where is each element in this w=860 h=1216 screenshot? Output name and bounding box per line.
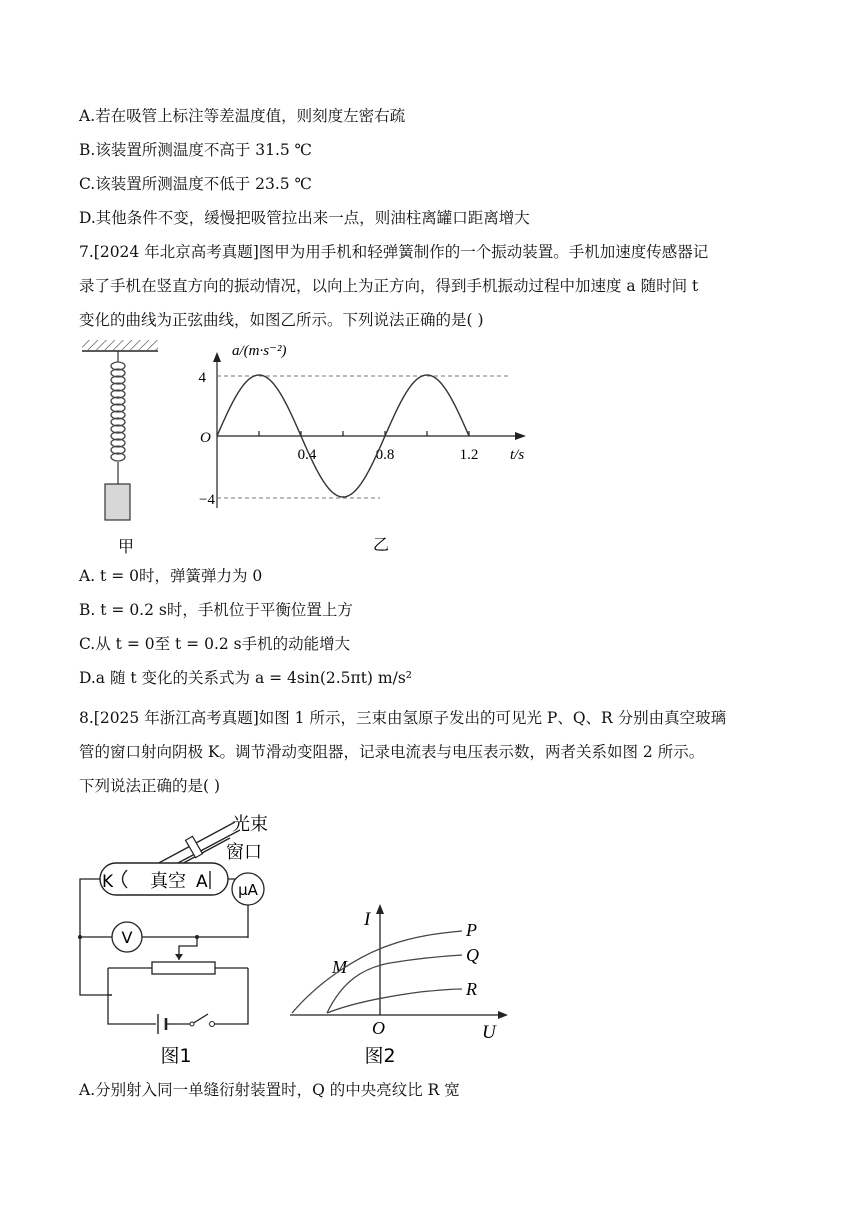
rheostat: [152, 962, 215, 974]
x-axis-label: t/s: [510, 447, 525, 463]
q7-option-a: A. t = 0时，弹簧弹力为 0: [79, 567, 263, 585]
origin-o: O: [372, 1018, 385, 1038]
origin-label: O: [200, 430, 211, 446]
anode-label: A: [196, 872, 208, 892]
label-q: Q: [466, 945, 479, 965]
i-axis-label: I: [364, 909, 371, 930]
x-tick-0.4: 0.4: [297, 447, 317, 463]
spring-coils: [111, 362, 125, 461]
point-m: M: [332, 957, 347, 977]
window-label: 窗口: [226, 842, 262, 863]
x-axis-arrow: [515, 432, 526, 440]
y-axis-label: a/(m·s⁻²): [232, 343, 287, 359]
fig2-caption: 图2: [364, 1045, 396, 1067]
fig1-caption: 图1: [160, 1045, 192, 1067]
fig-jia-caption: 甲: [117, 537, 135, 556]
cathode-label: K: [102, 872, 114, 892]
figure-2-iu-graph: [290, 900, 520, 1070]
beam-label: 光束: [232, 814, 268, 835]
y-axis-arrow: [213, 352, 221, 362]
q7-stem-line-1: 7.[2024 年北京高考真题]图甲为用手机和轻弹簧制作的一个振动装置。手机加速度传感器记: [79, 243, 709, 261]
label-r: R: [466, 979, 477, 999]
label-p: P: [466, 920, 477, 940]
tube-label: 真空: [150, 871, 186, 892]
q7-option-d: D.a 随 t 变化的关系式为 a = 4sin(2.5πt) m/s²: [79, 669, 412, 687]
u-axis-arrow: [498, 1011, 508, 1019]
q7-option-c: C.从 t = 0至 t = 0.2 s手机的动能增大: [79, 635, 351, 653]
q8-stem-line-1: 8.[2025 年浙江高考真题]如图 1 所示，三束由氢原子发出的可见光 P、Q、R 分别由真空玻璃: [79, 709, 727, 727]
curve-p: [292, 931, 462, 1013]
y-tick-4: 4: [198, 370, 206, 386]
q8-stem-line-2: 管的窗口射向阴极 K。调节滑动变阻器，记录电流表与电压表示数，两者关系如图 2 所示。: [79, 743, 705, 761]
u-axis-label: U: [482, 1022, 496, 1043]
voltmeter-label: V: [121, 928, 133, 947]
figure-1-circuit: [72, 808, 292, 1070]
figure-jia-spring: [74, 338, 174, 558]
x-tick-1.2: 1.2: [459, 447, 479, 463]
q7-stem-line-2: 录了手机在竖直方向的振动情况，以向上为正方向，得到手机振动过程中加速度 a 随时间 t: [79, 277, 699, 295]
q6-option-c: C.该装置所测温度不低于 23.5 ℃: [79, 175, 312, 193]
i-axis-arrow: [376, 904, 384, 914]
q7-option-b: B. t = 0.2 s时，手机位于平衡位置上方: [79, 601, 353, 619]
figure-yi-chart: [190, 336, 550, 558]
circuit-wires: [80, 876, 248, 1024]
q8-stem-line-3: 下列说法正确的是( ): [79, 777, 221, 795]
q6-option-a: A.若在吸管上标注等差温度值，则刻度左密右疏: [79, 107, 406, 125]
rheostat-slider: [175, 954, 183, 960]
curve-r: [327, 989, 462, 1013]
x-ticks: [259, 431, 469, 436]
y-tick-neg4: −4: [199, 492, 215, 508]
fig-yi-caption: 乙: [372, 535, 390, 554]
q6-option-d: D.其他条件不变，缓慢把吸管拉出来一点，则油柱离罐口距离增大: [79, 209, 530, 227]
ammeter-label: μA: [238, 881, 258, 899]
x-tick-0.8: 0.8: [375, 447, 395, 463]
q6-option-b: B.该装置所测温度不高于 31.5 ℃: [79, 141, 313, 159]
phone-block: [105, 484, 130, 520]
q7-stem-line-3: 变化的曲线为正弦曲线，如图乙所示。下列说法正确的是( ): [79, 311, 484, 329]
curve-q: [327, 955, 462, 1013]
q8-option-a: A.分别射入同一单缝衍射装置时，Q 的中央亮纹比 R 宽: [79, 1081, 460, 1099]
ceiling-hatch: [82, 340, 158, 350]
switch-blade: [192, 1014, 208, 1024]
